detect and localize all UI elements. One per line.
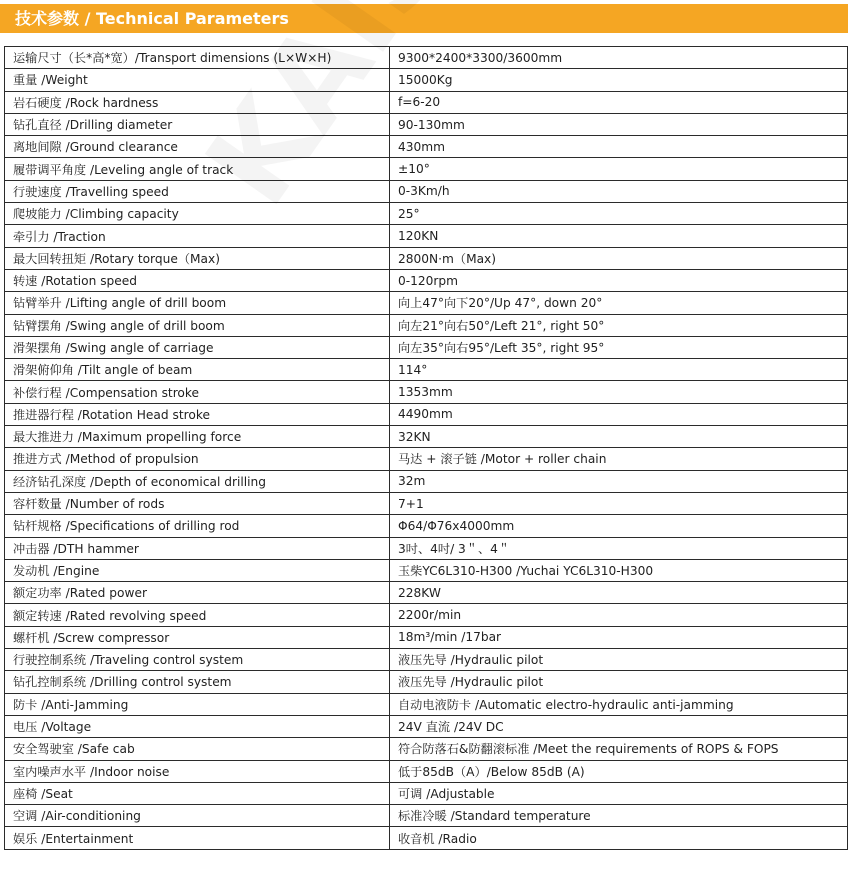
table-row bbox=[5, 91, 848, 113]
parameter-value-cell: 114° bbox=[390, 359, 848, 381]
parameter-value-cell: 收音机 /Radio bbox=[390, 827, 848, 849]
table-row bbox=[5, 158, 848, 180]
parameter-name-cell: 容杆数量 /Number of rods bbox=[5, 492, 390, 514]
parameter-value-cell: 玉柴YC6L310-H300 /Yuchai YC6L310-H300 bbox=[390, 559, 848, 581]
parameter-value-cell: 1353mm bbox=[390, 381, 848, 403]
table-row bbox=[5, 782, 848, 804]
parameter-name-cell: 电压 /Voltage bbox=[5, 715, 390, 737]
table-row bbox=[5, 604, 848, 626]
table-row bbox=[5, 314, 848, 336]
parameter-value-cell: 马达 + 滚子链 /Motor + roller chain bbox=[390, 448, 848, 470]
parameter-name-cell: 最大回转扭矩 /Rotary torque（Max) bbox=[5, 247, 390, 269]
parameter-name-cell: 额定转速 /Rated revolving speed bbox=[5, 604, 390, 626]
parameter-name-cell: 钻孔控制系统 /Drilling control system bbox=[5, 671, 390, 693]
parameter-value-cell: 9300*2400*3300/3600mm bbox=[390, 47, 848, 69]
table-row bbox=[5, 738, 848, 760]
parameter-value-cell: 向上47°向下20°/Up 47°, down 20° bbox=[390, 292, 848, 314]
table-row bbox=[5, 582, 848, 604]
parameter-value-cell: 18m³/min /17bar bbox=[390, 626, 848, 648]
table-row bbox=[5, 225, 848, 247]
parameter-name-cell: 经济钻孔深度 /Depth of economical drilling bbox=[5, 470, 390, 492]
parameter-name-cell: 座椅 /Seat bbox=[5, 782, 390, 804]
table-row bbox=[5, 715, 848, 737]
parameter-value-cell: 可调 /Adjustable bbox=[390, 782, 848, 804]
parameter-name-cell: 滑架摆角 /Swing angle of carriage bbox=[5, 336, 390, 358]
parameter-value-cell: 15000Kg bbox=[390, 69, 848, 91]
table-row bbox=[5, 113, 848, 135]
parameter-name-cell: 转速 /Rotation speed bbox=[5, 269, 390, 291]
table-row bbox=[5, 649, 848, 671]
parameter-value-cell: 90-130mm bbox=[390, 113, 848, 135]
parameter-name-cell: 发动机 /Engine bbox=[5, 559, 390, 581]
parameter-name-cell: 离地间隙 /Ground clearance bbox=[5, 136, 390, 158]
table-row bbox=[5, 693, 848, 715]
parameter-value-cell: 120KN bbox=[390, 225, 848, 247]
table-row bbox=[5, 626, 848, 648]
table-row bbox=[5, 180, 848, 202]
table-row bbox=[5, 559, 848, 581]
parameter-name-cell: 安全驾驶室 /Safe cab bbox=[5, 738, 390, 760]
section-title: 技术参数 / Technical Parameters bbox=[15, 9, 289, 28]
section-header bbox=[0, 4, 848, 33]
parameter-value-cell: ±10° bbox=[390, 158, 848, 180]
parameter-name-cell: 牵引力 /Traction bbox=[5, 225, 390, 247]
parameter-value-cell: 向左21°向右50°/Left 21°, right 50° bbox=[390, 314, 848, 336]
parameter-value-cell: Φ64/Φ76x4000mm bbox=[390, 515, 848, 537]
parameter-name-cell: 室内噪声水平 /Indoor noise bbox=[5, 760, 390, 782]
table-row bbox=[5, 448, 848, 470]
parameter-value-cell: 液压先导 /Hydraulic pilot bbox=[390, 649, 848, 671]
table-row bbox=[5, 292, 848, 314]
parameter-name-cell: 履带调平角度 /Leveling angle of track bbox=[5, 158, 390, 180]
table-row bbox=[5, 136, 848, 158]
parameter-name-cell: 娱乐 /Entertainment bbox=[5, 827, 390, 849]
parameter-name-cell: 补偿行程 /Compensation stroke bbox=[5, 381, 390, 403]
parameter-name-cell: 行驶控制系统 /Traveling control system bbox=[5, 649, 390, 671]
parameter-value-cell: 符合防落石&防翻滚标准 /Meet the requirements of ROPS & FOPS bbox=[390, 738, 848, 760]
parameter-name-cell: 螺杆机 /Screw compressor bbox=[5, 626, 390, 648]
table-row bbox=[5, 827, 848, 849]
parameter-value-cell: 4490mm bbox=[390, 403, 848, 425]
parameter-name-cell: 岩石硬度 /Rock hardness bbox=[5, 91, 390, 113]
parameter-name-cell: 爬坡能力 /Climbing capacity bbox=[5, 203, 390, 225]
parameter-value-cell: 标准冷暖 /Standard temperature bbox=[390, 805, 848, 827]
table-body bbox=[5, 47, 848, 850]
table-row bbox=[5, 492, 848, 514]
parameter-value-cell: 0-3Km/h bbox=[390, 180, 848, 202]
table-row bbox=[5, 336, 848, 358]
table-row bbox=[5, 515, 848, 537]
parameter-value-cell: 24V 直流 /24V DC bbox=[390, 715, 848, 737]
parameter-value-cell: 25° bbox=[390, 203, 848, 225]
table-row bbox=[5, 426, 848, 448]
parameter-name-cell: 钻杆规格 /Specifications of drilling rod bbox=[5, 515, 390, 537]
parameter-value-cell: 2200r/min bbox=[390, 604, 848, 626]
parameter-name-cell: 推进器行程 /Rotation Head stroke bbox=[5, 403, 390, 425]
table-row bbox=[5, 247, 848, 269]
parameter-value-cell: 32KN bbox=[390, 426, 848, 448]
table-row bbox=[5, 381, 848, 403]
table-row bbox=[5, 760, 848, 782]
table-row bbox=[5, 359, 848, 381]
table-row bbox=[5, 69, 848, 91]
parameter-value-cell: 3吋、4吋/ 3＂、4＂ bbox=[390, 537, 848, 559]
parameter-value-cell: 430mm bbox=[390, 136, 848, 158]
parameter-name-cell: 冲击器 /DTH hammer bbox=[5, 537, 390, 559]
table-row bbox=[5, 805, 848, 827]
parameter-value-cell: 低于85dB（A）/Below 85dB (A) bbox=[390, 760, 848, 782]
parameter-name-cell: 最大推进力 /Maximum propelling force bbox=[5, 426, 390, 448]
parameter-value-cell: 7+1 bbox=[390, 492, 848, 514]
parameter-name-cell: 钻臂摆角 /Swing angle of drill boom bbox=[5, 314, 390, 336]
parameter-value-cell: 向左35°向右95°/Left 35°, right 95° bbox=[390, 336, 848, 358]
technical-parameters-table bbox=[4, 46, 848, 850]
parameter-name-cell: 行驶速度 /Travelling speed bbox=[5, 180, 390, 202]
table-row bbox=[5, 671, 848, 693]
parameter-value-cell: 0-120rpm bbox=[390, 269, 848, 291]
parameter-name-cell: 推进方式 /Method of propulsion bbox=[5, 448, 390, 470]
table-row bbox=[5, 403, 848, 425]
parameter-value-cell: 228KW bbox=[390, 582, 848, 604]
parameter-name-cell: 重量 /Weight bbox=[5, 69, 390, 91]
table-row bbox=[5, 537, 848, 559]
parameter-name-cell: 空调 /Air-conditioning bbox=[5, 805, 390, 827]
table-row bbox=[5, 203, 848, 225]
parameter-name-cell: 防卡 /Anti-Jamming bbox=[5, 693, 390, 715]
parameter-name-cell: 钻臂举升 /Lifting angle of drill boom bbox=[5, 292, 390, 314]
parameter-name-cell: 额定功率 /Rated power bbox=[5, 582, 390, 604]
table-row bbox=[5, 470, 848, 492]
parameter-name-cell: 滑架俯仰角 /Tilt angle of beam bbox=[5, 359, 390, 381]
parameter-value-cell: 自动电液防卡 /Automatic electro-hydraulic anti-jamming bbox=[390, 693, 848, 715]
parameter-value-cell: 32m bbox=[390, 470, 848, 492]
parameter-value-cell: 液压先导 /Hydraulic pilot bbox=[390, 671, 848, 693]
parameter-value-cell: 2800N·m（Max) bbox=[390, 247, 848, 269]
table-row bbox=[5, 47, 848, 69]
table-row bbox=[5, 269, 848, 291]
parameter-value-cell: f=6-20 bbox=[390, 91, 848, 113]
parameter-name-cell: 钻孔直径 /Drilling diameter bbox=[5, 113, 390, 135]
parameter-name-cell: 运输尺寸（长*高*宽）/Transport dimensions (L×W×H) bbox=[5, 47, 390, 69]
